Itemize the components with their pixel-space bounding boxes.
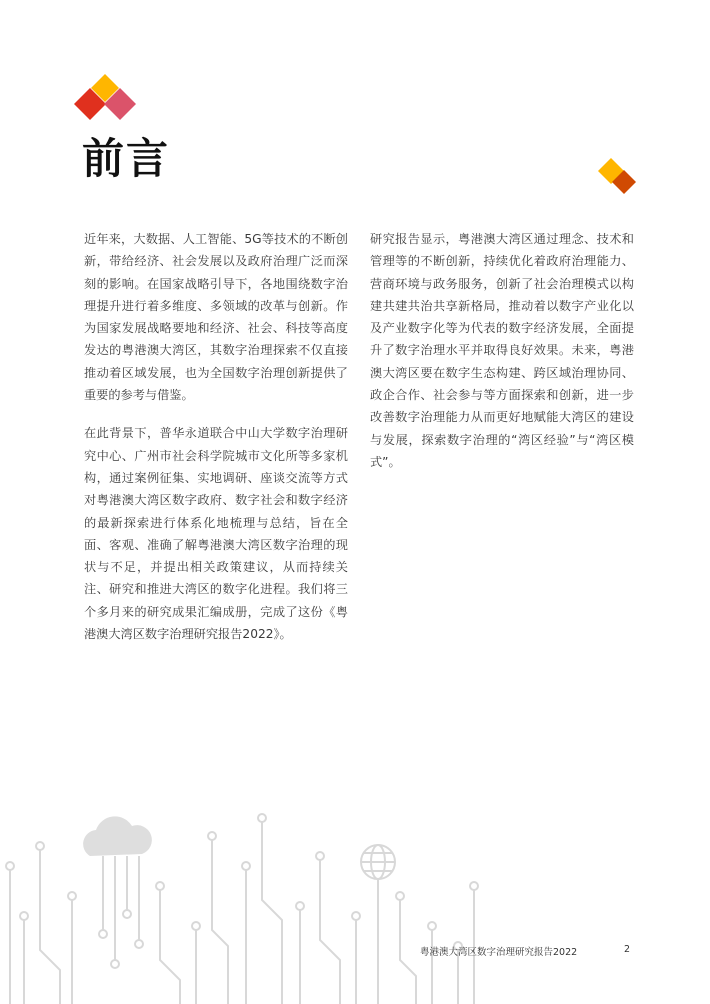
left-column <box>84 228 348 661</box>
globe-icon <box>361 845 395 1004</box>
paragraph-3: 研究报告显示，粤港澳大湾区通过理念、技术和管理等的不断创新，持续优化着政府治理能力、营商环境与政务服务，创新了社会治理模式以构建共建共治共享新格局，推动着以数字产业化以及产业数字化等为代表的数字经济发展，全面提升了数字治理水平并取得良好效果。未来，粤港澳大湾区要在数字生态构建、跨区域治理协同、政企合作、社会参与等方面探索和创新，进一步改善数字治理能力从而更好地赋能大湾区的建设与发展，探索数字治理的“湾区经验”与“湾区模式”。 <box>370 232 634 469</box>
page-title: 前言 <box>82 134 171 183</box>
footer <box>420 944 630 958</box>
cloud-icon <box>83 816 152 968</box>
paragraph-2: 在此背景下，普华永道联合中山大学数字治理研究中心、广州市社会科学院城市文化所等多家机构，通过案例征集、实地调研、座谈交流等方式对粤港澳大湾区数字政府、数字社会和数字经济的最新探索进行体系化地梳理与总结，旨在全面、客观、准确了解粤港澳大湾区数字治理的现状与不足，并提出相关政策建议，从而持续关注、研究和推进大湾区的数字化进程。我们将三个多月来的研究成果汇编成册，完成了这份《粤港澳大湾区数字治理研究报告2022》。 <box>84 426 348 642</box>
pwc-logo-icon <box>72 74 138 122</box>
footer-report-name: 粤港澳大湾区数字治理研究报告2022 <box>420 947 578 958</box>
orange-diamond-icon <box>598 158 638 196</box>
paragraph-1: 近年来，大数据、人工智能、5G等技术的不断创新，带给经济、社会发展以及政府治理广泛而深刻的影响。在国家战略引导下，各地围绕数字治理提升进行着多维度、多领域的改革与创新。作为国家发展战略要地和经济、社会、科技等高度发达的粤港澳大湾区，其数字治理探索不仅直接推动着区域发展，也为全国数字治理创新提供了重要的参考与借鉴。 <box>84 232 348 403</box>
page-number: 2 <box>623 944 630 955</box>
circuit-lines <box>6 814 478 1004</box>
circuit-background <box>0 810 480 1004</box>
right-column <box>370 228 634 489</box>
